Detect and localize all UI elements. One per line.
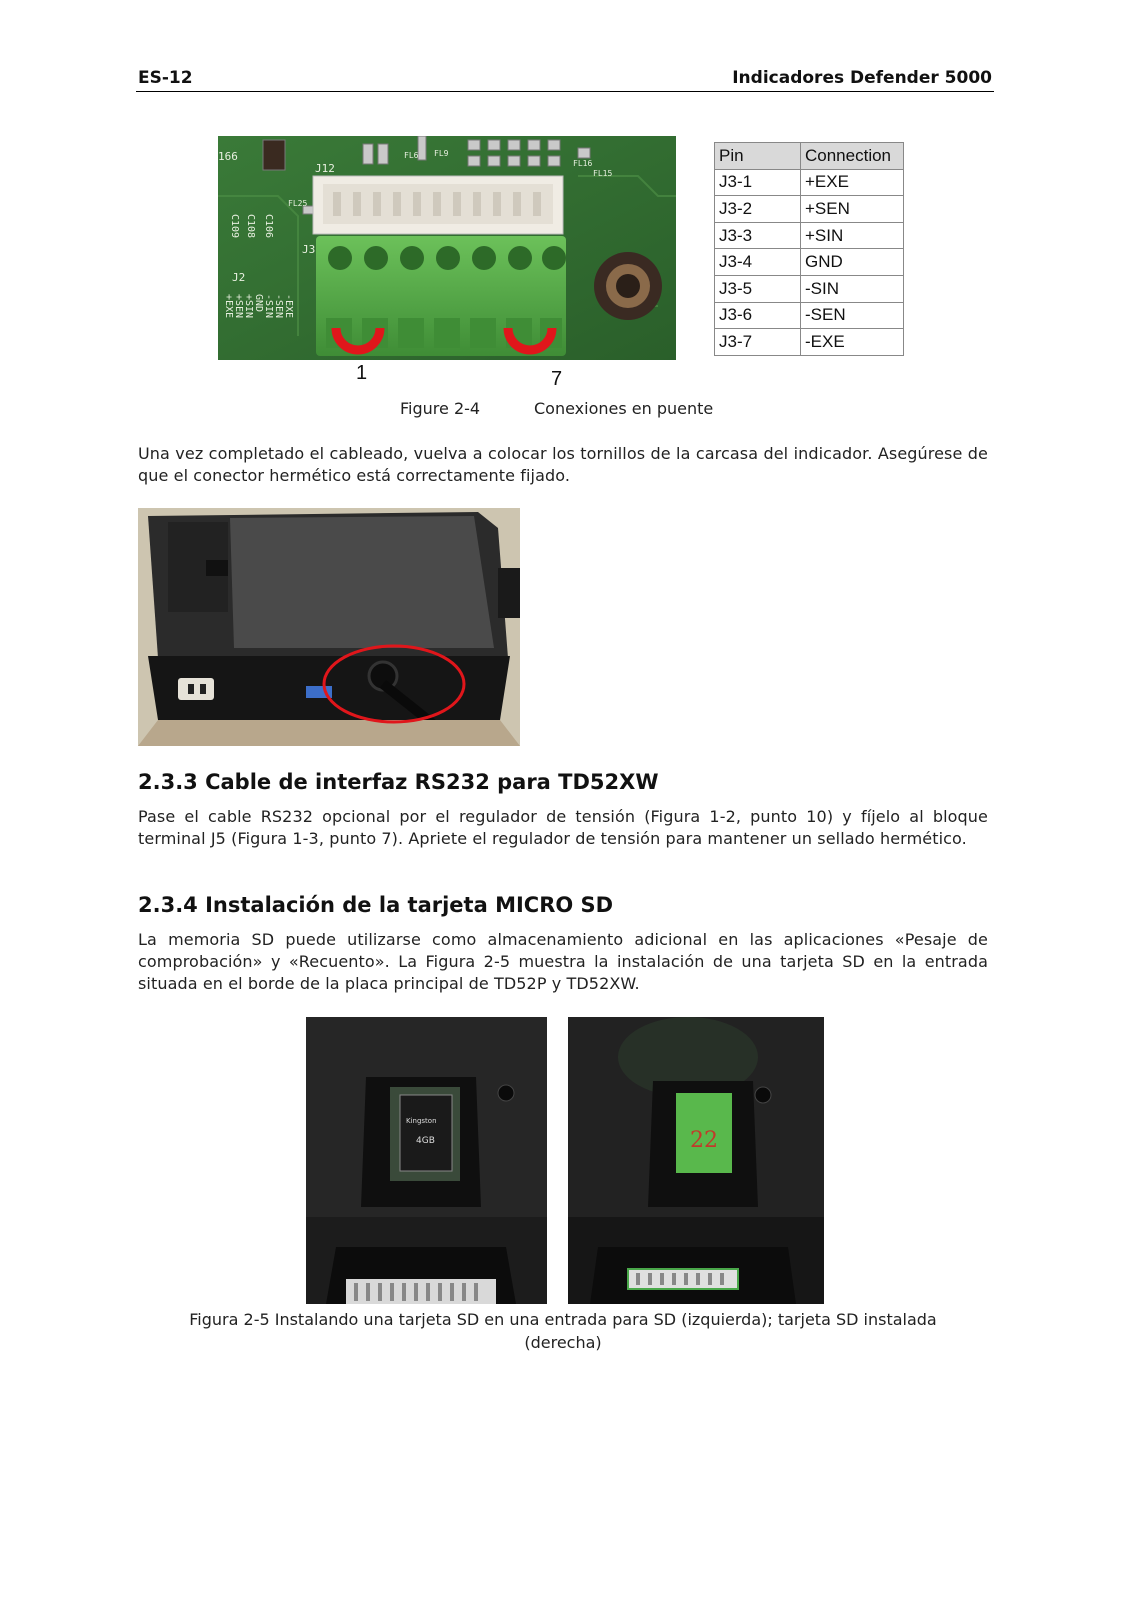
table-cell-pin: J3-6 xyxy=(715,302,801,329)
pcb-photo xyxy=(218,136,676,360)
table-header-connection: Connection xyxy=(801,143,904,170)
table-cell-pin: J3-5 xyxy=(715,275,801,302)
section-heading-micro-sd: 2.3.4 Instalación de la tarjeta MICRO SD xyxy=(138,893,614,917)
housing-illustration xyxy=(138,508,520,746)
table-row xyxy=(715,222,904,249)
table-cell-pin: J3-3 xyxy=(715,222,801,249)
table-row xyxy=(715,302,904,329)
silk-j2: J2 xyxy=(232,271,246,284)
sd-insert-photo xyxy=(306,1017,547,1304)
paragraph-rs232-cable: Pase el cable RS232 opcional por el regulador de tensión (Figura 1-2, punto 10) y fíjelo al bloque terminal J5 (Figura 1-3, punto 7). Apriete el regulador de tensión para mantener un sellado hermético. xyxy=(138,807,988,848)
table-cell-connection: +SIN xyxy=(801,222,904,249)
figure-2-5-caption-line-2: (derecha) xyxy=(524,1333,602,1352)
table-cell-pin: J3-2 xyxy=(715,196,801,223)
paragraph-micro-sd: La memoria SD puede utilizarse como almacenamiento adicional en las aplicaciones «Pesaje de comprobación» y «Recuento». La Figura 2-5 muestra la instalación de una tarjeta SD en la entrada situada en el borde de la placa principal de TD52P y TD52XW. xyxy=(138,930,988,993)
sd-card-size-label: 4GB xyxy=(416,1136,435,1146)
silk-pin-6: -SEN xyxy=(273,294,284,319)
table-cell-connection: -SIN xyxy=(801,275,904,302)
page-number: ES-12 xyxy=(138,68,193,88)
silk-fl9: FL9 xyxy=(434,149,449,158)
table-row xyxy=(715,275,904,302)
sd-card-mark: 22 xyxy=(690,1128,718,1153)
table-cell-pin: J3-4 xyxy=(715,249,801,276)
sd-card-brand-label: Kingston xyxy=(406,1117,437,1125)
silk-pin-1: +EXE xyxy=(223,294,234,319)
table-cell-pin: J3-1 xyxy=(715,169,801,196)
document-title: Indicadores Defender 5000 xyxy=(732,68,992,88)
silk-fl25: FL25 xyxy=(288,199,308,208)
silk-c109: C109 xyxy=(229,214,240,239)
silk-j12: J12 xyxy=(315,162,335,175)
silk-pin-7: -EXE xyxy=(283,294,294,319)
table-cell-pin: J3-7 xyxy=(715,329,801,356)
table-header-row xyxy=(715,143,904,170)
table-row xyxy=(715,169,904,196)
pin-label-first: 1 xyxy=(356,362,368,384)
table-header-pin: Pin xyxy=(715,143,801,170)
table-row xyxy=(715,196,904,223)
table-cell-connection: -EXE xyxy=(801,329,904,356)
pcb-illustration xyxy=(218,136,676,360)
silk-c106: C106 xyxy=(263,214,274,239)
silk-j3: J3 xyxy=(302,243,316,256)
table-cell-connection: GND xyxy=(801,249,904,276)
table-cell-connection: +EXE xyxy=(801,169,904,196)
silk-pin-5: -SIN xyxy=(263,294,274,319)
figure-2-5-caption-line-1: Figura 2-5 Instalando una tarjeta SD en una entrada para SD (izquierda); tarjeta SD instalada xyxy=(189,1310,937,1329)
header-rule xyxy=(136,91,994,92)
silk-pin-3: +SIN xyxy=(243,294,254,319)
silk-fl6: FL6 xyxy=(404,151,419,160)
figure-2-4-title: Conexiones en puente xyxy=(534,399,714,418)
silk-fl16: FL16 xyxy=(573,159,593,168)
pin-label-last: 7 xyxy=(551,368,563,390)
silk-c108: C108 xyxy=(245,214,256,239)
table-cell-connection: +SEN xyxy=(801,196,904,223)
sd-installed-illustration xyxy=(568,1017,824,1304)
table-row xyxy=(715,249,904,276)
silk-fl15: FL15 xyxy=(593,169,613,178)
sd-installed-photo xyxy=(568,1017,824,1304)
silk-166: 166 xyxy=(218,150,238,163)
silk-pin-2: +SEN xyxy=(233,294,244,319)
silk-pin-4: GND xyxy=(253,294,264,313)
table-cell-connection: -SEN xyxy=(801,302,904,329)
pin-connection-table xyxy=(714,142,904,356)
figure-2-4-number: Figure 2-4 xyxy=(400,399,481,418)
indicator-housing-photo xyxy=(138,508,520,746)
sd-insert-illustration xyxy=(306,1017,547,1304)
paragraph-wiring-complete: Una vez completado el cableado, vuelva a colocar los tornillos de la carcasa del indicador. Asegúrese de que el conector hermético está correctamente fijado. xyxy=(138,444,988,485)
table-row xyxy=(715,329,904,356)
section-heading-rs232: 2.3.3 Cable de interfaz RS232 para TD52XW xyxy=(138,770,659,794)
